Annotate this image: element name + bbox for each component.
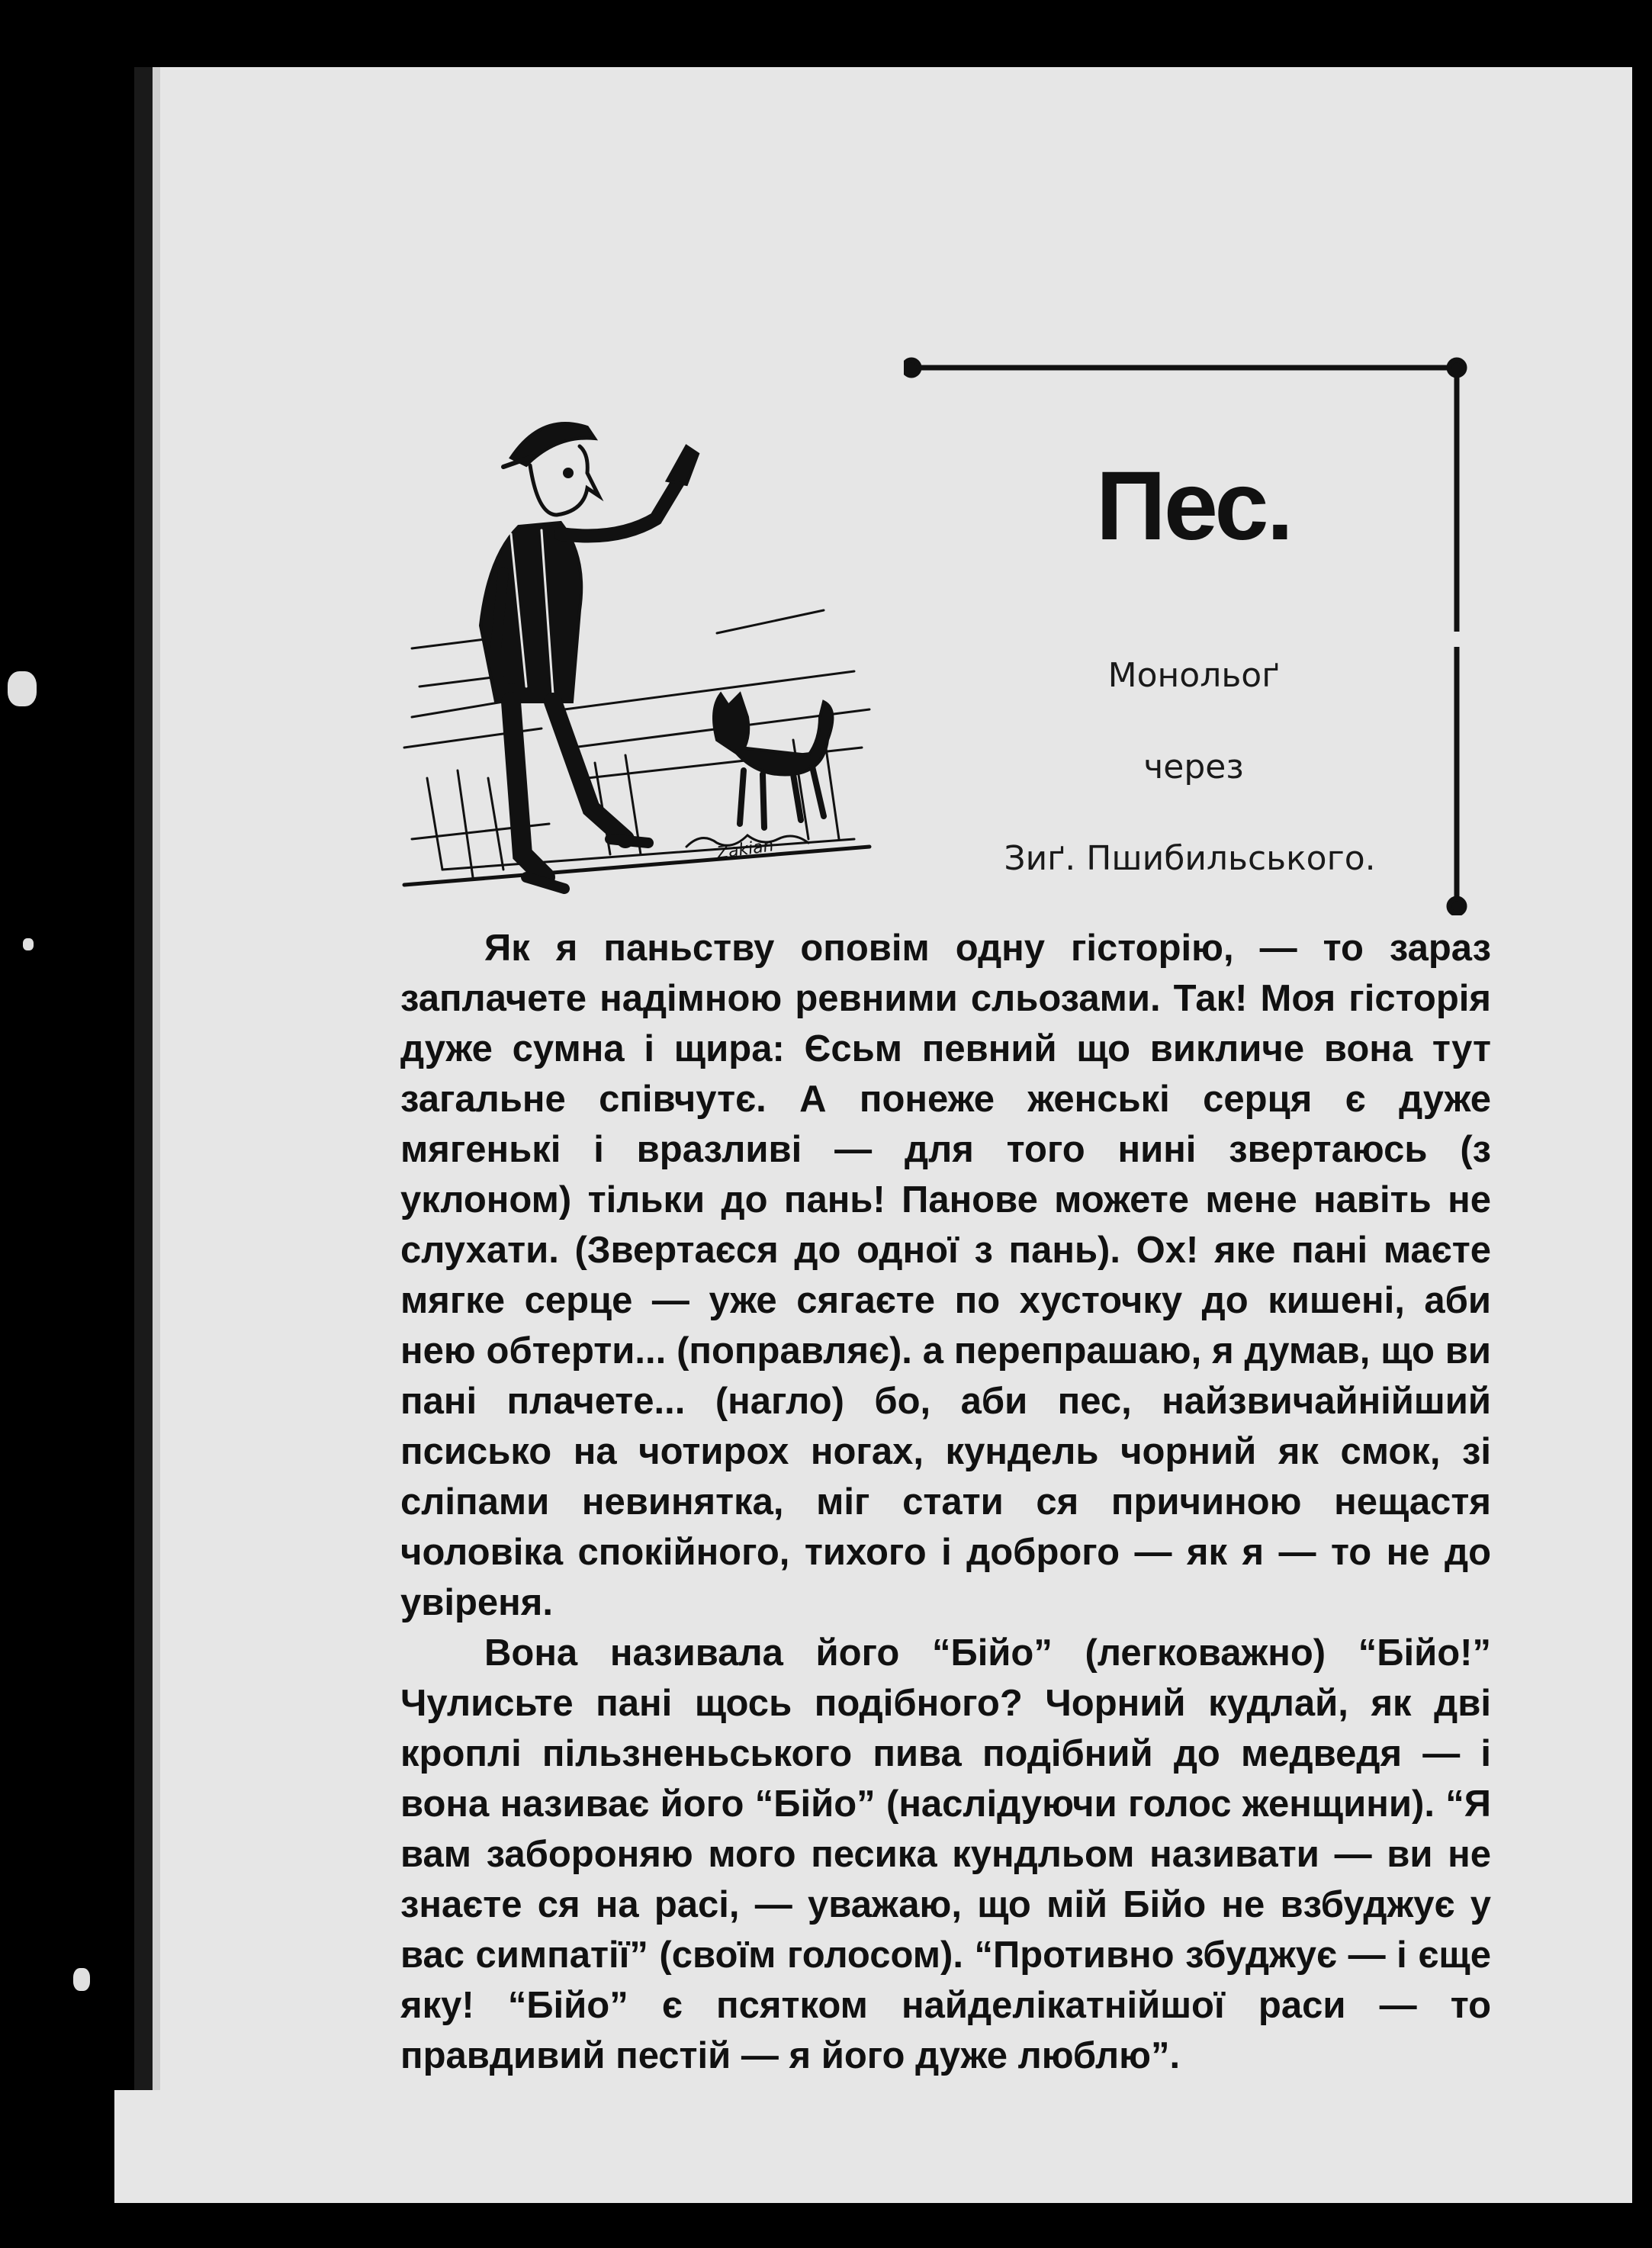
subtitle-author: Зиґ. Пшибильського. [1004, 839, 1376, 878]
page-title: Пес. [1095, 452, 1292, 561]
subtitle-genre: Монольоґ [1107, 656, 1280, 695]
page-sheet-lower [114, 2090, 1632, 2203]
scan-speck [23, 938, 34, 950]
monologue-text [400, 923, 1491, 2081]
scan-speck [73, 1968, 90, 1991]
paragraph-1: Як я паньству оповім одну гісторію, — то зараз заплачете надімною ревними сльозами. Так! Моя гісторія дуже сумна і щира: Єсьм певний що викличе вона тут загальне співчутє. А понеже женські серця є дуже мягенькі і вразливі — для того нині звертаюсь (з уклоном) тільки до пань! Панове можете мене навіть не слухати. (Звертаєся до одної з пань). Ох! яке пані маєте мягке серце — уже сягаєте по хусточку до кишені, аби нею обтерти... (поправляє). а перепрашаю, я думав, що ви пані плачете... (нагло) бо, аби пес, найзвичайнійший псисько на чотирох ногах, кундель чорний як смок, зі сліпами невинятка, міг стати ся причиною нещастя чоловіка спокійного, тихого і доброго — як я — то не до увіреня. [400, 928, 1491, 1623]
illustration-signature: Zakian [715, 836, 776, 864]
paragraph-2: Вона називала його “Бійо” (легковажно) “Бійо!” Чулисьте пані щось подібного? Чорний кудлай, як дві кроплі пільзненьського пива подібний до медведя — і вона називає його “Бійо” (наслідуючи голос женщини). “Я вам забороняю мого песика кундльом називати — ви не знаєте ся на расі, — уважаю, що мій Бійо не взбуджує у вас симпатії” (своїм голосом). “Противно збуджує — і єще яку! “Бійо” є псятком найделікатнійшої раси — то правдивий пестій — я його дуже люблю”. [400, 1632, 1491, 2076]
subtitle-by: через [1143, 748, 1244, 786]
man-and-dog-illustration [397, 381, 885, 931]
scan-speck [8, 671, 37, 706]
title-frame [904, 351, 1468, 915]
